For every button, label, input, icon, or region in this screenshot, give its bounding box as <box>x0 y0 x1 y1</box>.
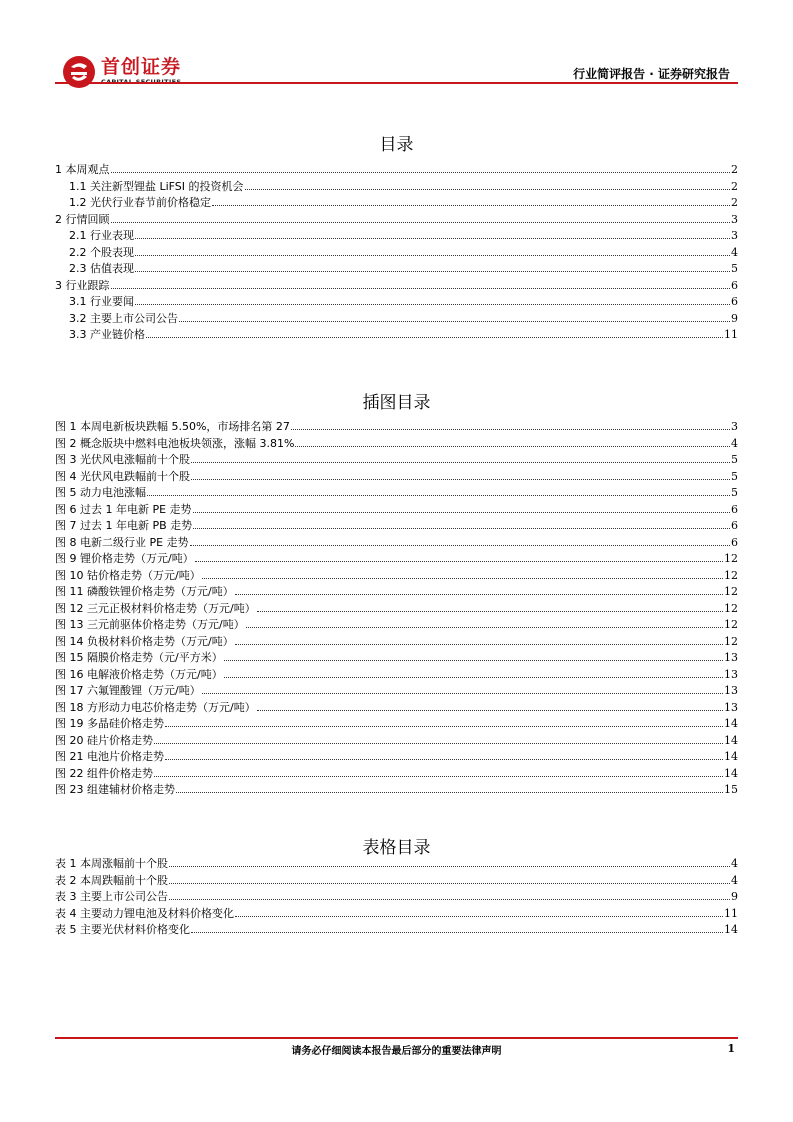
toc-entry[interactable] <box>55 278 738 295</box>
report-type: 行业简评报告 · 证券研究报告 <box>573 67 730 81</box>
toc-entry-label: 2.2 个股表现 <box>69 245 134 259</box>
table-entry-page: 9 <box>731 890 738 903</box>
dot-leader <box>295 446 730 447</box>
toc-entry-label: 2 行情回顾 <box>55 212 110 226</box>
toc-entry-page: 6 <box>731 278 738 292</box>
figure-entry-page: 12 <box>724 601 738 615</box>
figure-entry-page: 14 <box>724 733 738 747</box>
toc-entry[interactable] <box>55 162 738 179</box>
footer-divider <box>55 1037 738 1039</box>
figure-entry-label: 图 12 三元正极材料价格走势（万元/吨） <box>55 601 256 615</box>
figure-entry-page: 12 <box>724 585 738 598</box>
dot-leader <box>193 512 730 513</box>
toc-entry-page: 5 <box>731 262 738 275</box>
figure-entry-label: 图 20 硅片价格走势 <box>55 733 153 747</box>
dot-leader <box>191 479 730 480</box>
figure-entry-page: 6 <box>731 535 738 549</box>
table-entry[interactable] <box>55 889 738 906</box>
toc-entry-label: 2.1 行业表现 <box>69 229 134 242</box>
dot-leader <box>135 271 730 272</box>
figure-entry[interactable] <box>55 766 738 783</box>
dot-leader <box>190 545 730 546</box>
figure-entry-label: 图 1 本周电新板块跌幅 5.50%，市场排名第 27 <box>55 420 290 433</box>
dot-leader <box>193 528 730 529</box>
toc-entry-label: 1 本周观点 <box>55 163 110 176</box>
figure-entry[interactable] <box>55 436 738 453</box>
figure-entry-label: 图 6 过去 1 年电新 PE 走势 <box>55 502 192 516</box>
table-entry[interactable] <box>55 873 738 890</box>
toc-entry-page: 4 <box>731 245 738 259</box>
toc-list <box>55 162 738 344</box>
figure-entry-page: 12 <box>724 634 738 648</box>
dot-leader <box>176 792 723 793</box>
figure-entry[interactable] <box>55 584 738 601</box>
figure-entry-label: 图 14 负极材料价格走势（万元/吨） <box>55 634 234 648</box>
dot-leader <box>224 677 723 678</box>
figure-entry[interactable] <box>55 667 738 684</box>
figure-entry[interactable] <box>55 419 738 436</box>
table-entry-page: 4 <box>731 857 738 870</box>
figure-entry-label: 图 22 组件价格走势 <box>55 766 153 780</box>
company-logo <box>61 54 181 90</box>
toc-entry-page: 3 <box>731 212 738 226</box>
figure-entry-page: 12 <box>724 568 738 582</box>
figure-entry-page: 12 <box>724 552 738 565</box>
figure-entry-label: 图 13 三元前驱体价格走势（万元/吨） <box>55 618 245 631</box>
toc-entry[interactable] <box>55 195 738 212</box>
dot-leader <box>111 288 731 289</box>
figure-entry-page: 5 <box>731 453 738 466</box>
page-header <box>55 50 738 90</box>
dot-leader <box>169 899 730 900</box>
toc-title: 目录 <box>379 135 414 155</box>
toc-entry-label: 3.3 产业链价格 <box>69 328 145 341</box>
figure-entry[interactable] <box>55 551 738 568</box>
toc-entry-label: 3 行业跟踪 <box>55 278 110 292</box>
toc-entry-page: 2 <box>731 196 738 209</box>
figure-entry-page: 13 <box>724 684 738 697</box>
table-entry-label: 表 5 主要光伏材料价格变化 <box>55 923 190 936</box>
figure-entry[interactable] <box>55 601 738 618</box>
figure-entry[interactable] <box>55 535 738 552</box>
dot-leader <box>135 304 730 305</box>
dot-leader <box>224 660 723 661</box>
toc-entry-label: 1.2 光伏行业春节前价格稳定 <box>69 196 211 209</box>
figure-entry-label: 图 8 电新二级行业 PE 走势 <box>55 535 189 549</box>
dot-leader <box>191 932 723 933</box>
toc-entry[interactable] <box>55 245 738 262</box>
page-number: 1 <box>727 1042 735 1055</box>
figure-entry[interactable] <box>55 650 738 667</box>
figure-entry-page: 4 <box>731 436 738 450</box>
dot-leader <box>135 238 730 239</box>
toc-entry-page: 2 <box>731 163 738 176</box>
figure-entry-page: 14 <box>724 750 738 763</box>
figure-entry-page: 15 <box>724 783 738 796</box>
figure-entry[interactable] <box>55 518 738 535</box>
dot-leader <box>135 255 730 256</box>
toc-entry-page: 6 <box>731 295 738 308</box>
toc-entry[interactable] <box>55 228 738 245</box>
toc-entry-label: 3.2 主要上市公司公告 <box>69 311 178 325</box>
dot-leader <box>195 561 723 562</box>
dot-leader <box>235 916 723 917</box>
dot-leader <box>169 866 730 867</box>
figures-list <box>55 419 738 799</box>
figure-entry[interactable] <box>55 733 738 750</box>
toc-entry-label: 3.1 行业要闻 <box>69 295 134 308</box>
toc-entry[interactable] <box>55 327 738 344</box>
table-entry-label: 表 3 主要上市公司公告 <box>55 890 168 903</box>
figure-entry-label: 图 15 隔膜价格走势（元/平方米） <box>55 651 223 664</box>
dot-leader <box>165 726 723 727</box>
figure-entry[interactable] <box>55 716 738 733</box>
dot-leader <box>111 222 731 223</box>
figure-entry[interactable] <box>55 502 738 519</box>
table-entry-page: 4 <box>731 873 738 887</box>
figure-entry-label: 图 19 多晶硅价格走势 <box>55 717 164 730</box>
figure-entry[interactable] <box>55 634 738 651</box>
figure-entry[interactable] <box>55 485 738 502</box>
figure-entry-label: 图 16 电解液价格走势（万元/吨） <box>55 667 223 681</box>
dot-leader <box>246 627 723 628</box>
dot-leader <box>235 644 723 645</box>
dot-leader <box>202 578 723 579</box>
figure-entry-page: 13 <box>724 667 738 681</box>
table-entry[interactable] <box>55 922 738 939</box>
figure-entry-label: 图 11 磷酸铁锂价格走势（万元/吨） <box>55 585 234 598</box>
figure-entry-label: 图 18 方形动力电芯价格走势（万元/吨） <box>55 700 256 714</box>
figure-entry-page: 14 <box>724 717 738 730</box>
figure-entry-label: 图 7 过去 1 年电新 PB 走势 <box>55 519 193 532</box>
figure-entry-label: 图 17 六氟锂酸锂（万元/吨） <box>55 684 201 697</box>
tables-title: 表格目录 <box>362 838 431 858</box>
header-divider <box>55 82 738 84</box>
toc-entry[interactable] <box>55 311 738 328</box>
figure-entry[interactable] <box>55 568 738 585</box>
table-entry-page: 14 <box>724 923 738 936</box>
figure-entry-page: 6 <box>731 502 738 516</box>
capital-securities-logo-icon <box>61 54 97 90</box>
figure-entry[interactable] <box>55 683 738 700</box>
figure-entry-page: 13 <box>724 651 738 664</box>
figure-entry[interactable] <box>55 469 738 486</box>
figure-entry[interactable] <box>55 452 738 469</box>
dot-leader <box>235 594 723 595</box>
toc-entry-page: 2 <box>731 179 738 193</box>
table-entry[interactable] <box>55 906 738 923</box>
dot-leader <box>146 337 723 338</box>
figure-entry-page: 12 <box>724 618 738 631</box>
figure-entry-page: 5 <box>731 486 738 499</box>
footer-disclaimer: 请务必仔细阅读本报告最后部分的重要法律声明 <box>291 1046 502 1057</box>
dot-leader <box>154 776 723 777</box>
dot-leader <box>191 462 730 463</box>
toc-entry-page: 11 <box>724 328 738 341</box>
toc-entry-label: 1.1 关注新型锂盐 LiFSI 的投资机会 <box>69 179 244 193</box>
dot-leader <box>212 205 730 206</box>
dot-leader <box>202 693 723 694</box>
dot-leader <box>147 495 730 496</box>
toc-entry[interactable] <box>55 261 738 278</box>
toc-entry[interactable] <box>55 212 738 229</box>
logo-chinese-name: 首创证券 <box>101 56 182 79</box>
figure-entry-label: 图 5 动力电池涨幅 <box>55 486 146 499</box>
figure-entry-label: 图 4 光伏风电跌幅前十个股 <box>55 469 190 483</box>
figure-entry-page: 14 <box>724 766 738 780</box>
dot-leader <box>169 883 730 884</box>
table-entry-label: 表 2 本周跌幅前十个股 <box>55 873 168 887</box>
figure-entry[interactable] <box>55 782 738 799</box>
table-entry[interactable] <box>55 856 738 873</box>
figure-entry-page: 6 <box>731 519 738 532</box>
toc-entry[interactable] <box>55 294 738 311</box>
figure-entry-label: 图 10 钴价格走势（万元/吨） <box>55 568 201 582</box>
figure-entry[interactable] <box>55 617 738 634</box>
dot-leader <box>291 429 730 430</box>
toc-entry-label: 2.3 估值表现 <box>69 262 134 275</box>
toc-entry-page: 9 <box>731 311 738 325</box>
table-entry-page: 11 <box>724 906 738 920</box>
toc-entry-page: 3 <box>731 229 738 242</box>
dot-leader <box>165 759 723 760</box>
figure-entry-label: 图 23 组建辅材价格走势 <box>55 783 175 796</box>
dot-leader <box>111 172 731 173</box>
figure-entry-label: 图 9 锂价格走势（万元/吨） <box>55 552 194 565</box>
table-entry-label: 表 4 主要动力锂电池及材料价格变化 <box>55 906 234 920</box>
figure-entry-label: 图 2 概念版块中燃料电池板块领涨，涨幅 3.81% <box>55 436 295 450</box>
toc-entry[interactable] <box>55 179 738 196</box>
dot-leader <box>154 743 723 744</box>
figures-title: 插图目录 <box>362 393 431 413</box>
dot-leader <box>257 611 723 612</box>
figure-entry-page: 3 <box>731 420 738 433</box>
dot-leader <box>179 321 730 322</box>
figure-entry-label: 图 3 光伏风电涨幅前十个股 <box>55 453 190 466</box>
figure-entry-page: 13 <box>724 700 738 714</box>
figure-entry-page: 5 <box>731 469 738 483</box>
dot-leader <box>245 189 730 190</box>
dot-leader <box>257 710 723 711</box>
figure-entry[interactable] <box>55 749 738 766</box>
figure-entry-label: 图 21 电池片价格走势 <box>55 750 164 763</box>
table-entry-label: 表 1 本周涨幅前十个股 <box>55 857 168 870</box>
tables-list <box>55 856 738 939</box>
figure-entry[interactable] <box>55 700 738 717</box>
